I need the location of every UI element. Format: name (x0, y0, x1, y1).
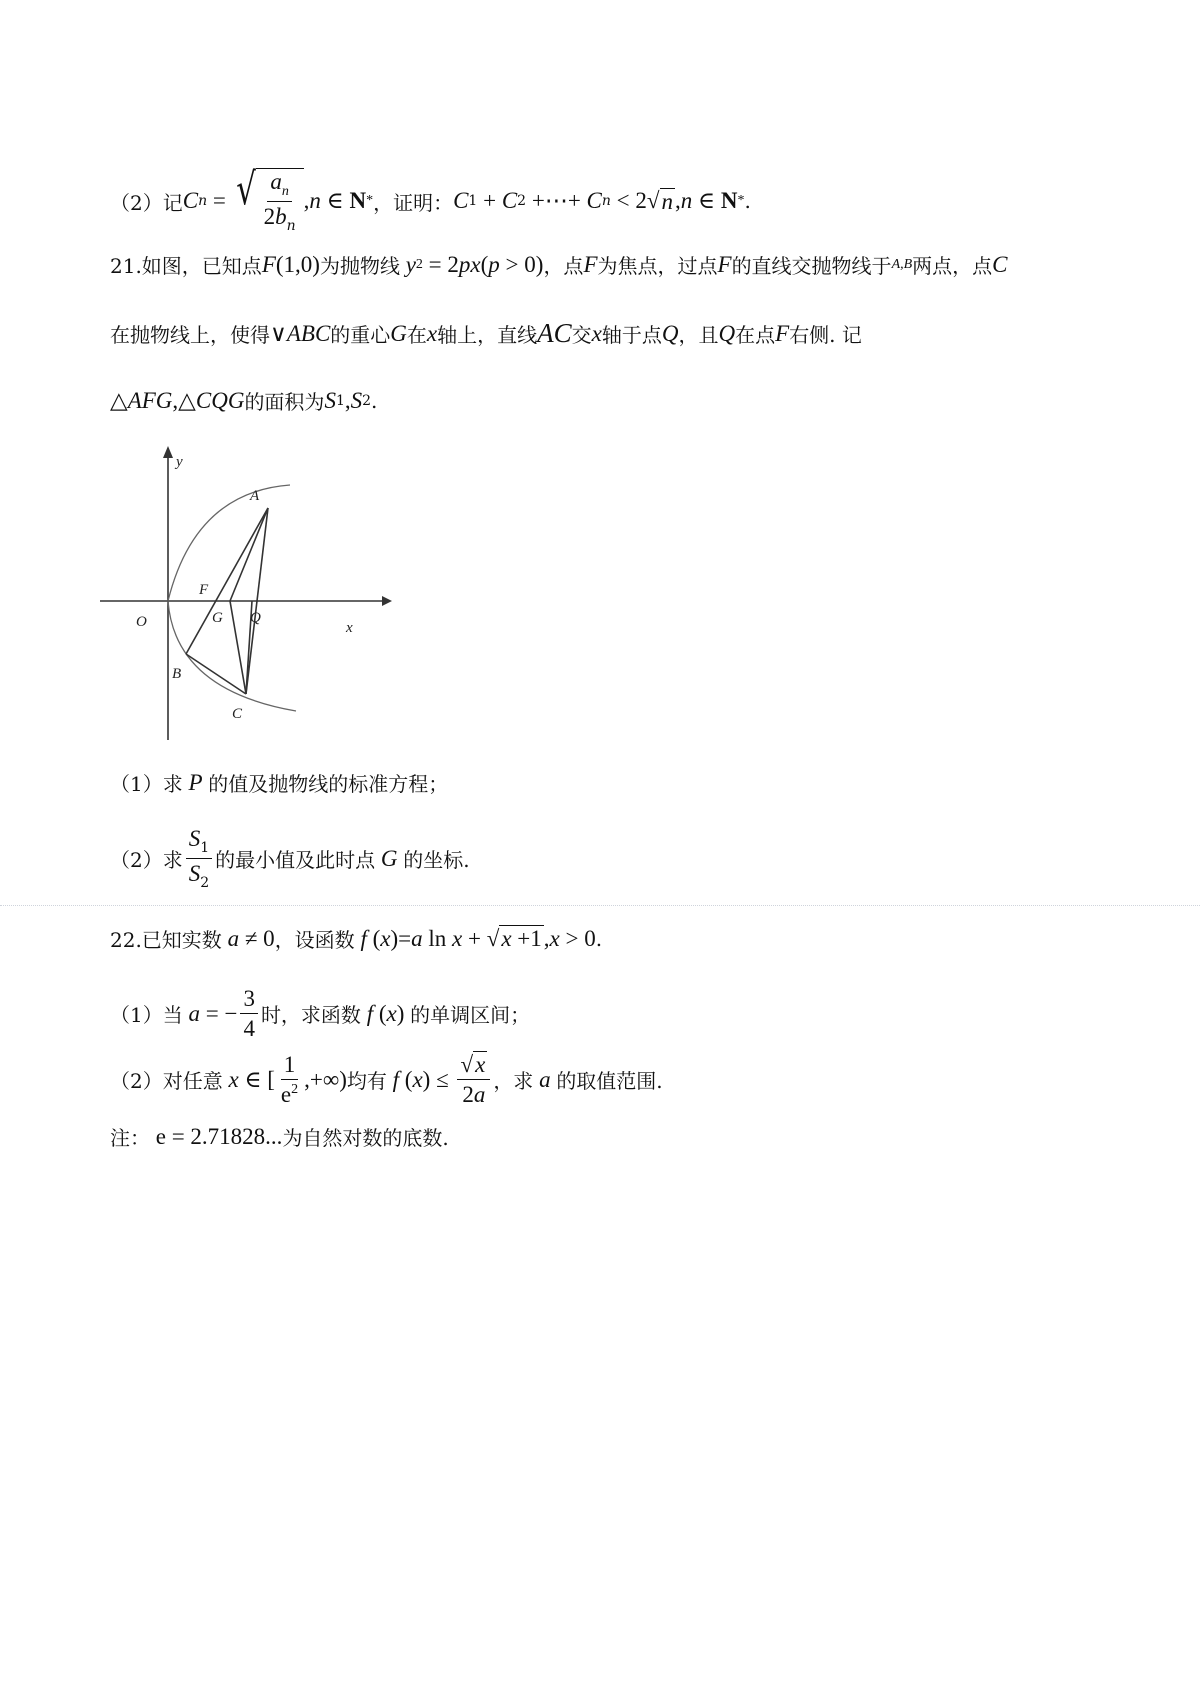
q21-line3: △ AFG ,△ CQG 的面积为 S 1 , S 2 . (110, 387, 378, 414)
fraction-S1-S2: $\frac{S_1}{S_2}$ (186, 826, 212, 892)
label-O: O (136, 614, 147, 630)
q22-part1: （1）当 a = − $\frac{3}{4}$ 时，求函数 f ( x ) 的单调区间； (110, 986, 531, 1042)
label-A: A (250, 488, 260, 504)
fraction-3-4: $\frac{3}{4}$ (240, 986, 258, 1042)
q20-part2-label: （2）记 (110, 190, 183, 215)
y-axis-arrow-icon (163, 446, 173, 458)
x-axis-arrow-icon (382, 596, 392, 606)
label-C: C (232, 706, 243, 722)
label-y: y (176, 454, 183, 470)
parabola-figure (100, 440, 400, 740)
label-G: G (212, 610, 223, 626)
q21-part1: （1）求 P 的值及抛物线的标准方程； (110, 769, 449, 796)
sqrt-expression: √ $\frac{a_n}{2b_n}$ (232, 168, 304, 235)
q22-part2: （2）对任意 x ∈ [ $\frac{1}{e^2}$ ,+∞) 均有 f ( x ) ≤ $\frac{√x}{2a}$ ，求 a 的取值范围. (110, 1052, 663, 1108)
label-x: x (346, 620, 353, 636)
q20-part2-line: （2）记 C n = √ $\frac{a_n}{2b_n}$ , n ∈ N * ，证明： C 1 + C 2 +⋯+ C n < 2 √ n , n ∈ N * . (110, 164, 751, 235)
label-F: F (199, 582, 209, 598)
segment-BC (186, 654, 246, 694)
note-line: 注： e = 2.71828... 为自然对数的底数. (110, 1123, 449, 1150)
label-Q: Q (250, 610, 261, 626)
q21-part2: （2）求 $\frac{S_1}{S_2}$ 的最小值及此时点 G 的坐标. (110, 826, 470, 892)
q22-intro: 22.已知实数 a ≠ 0 ，设函数 f ( x )= a ln x + √ x +1 , x > 0 . (110, 925, 603, 952)
label-B: B (172, 666, 182, 682)
page-separator (0, 905, 1200, 906)
q20-part2-prove-text: ，证明： (373, 190, 454, 215)
q21-intro-line: 21.如图，已知点 F (1,0) 为抛物线 y 2 = 2 px ( p > 0) ，点 F 为焦点，过点 F 的直线交抛物线于 A,B 两点，点 C (110, 251, 1008, 278)
q21-line2: 在抛物线上，使得 ∨ ABC 的重心 G 在 x 轴上，直线 AC 交 x 轴于点 Q ，且 Q 在点 F 右侧. 记 (110, 318, 862, 348)
chord-AB (186, 508, 268, 654)
fraction-1-e2: $\frac{1}{e^2}$ (280, 1052, 299, 1108)
segment-GC (230, 601, 246, 694)
fraction-sqrtx-2a: $\frac{√x}{2a}$ (457, 1052, 490, 1108)
